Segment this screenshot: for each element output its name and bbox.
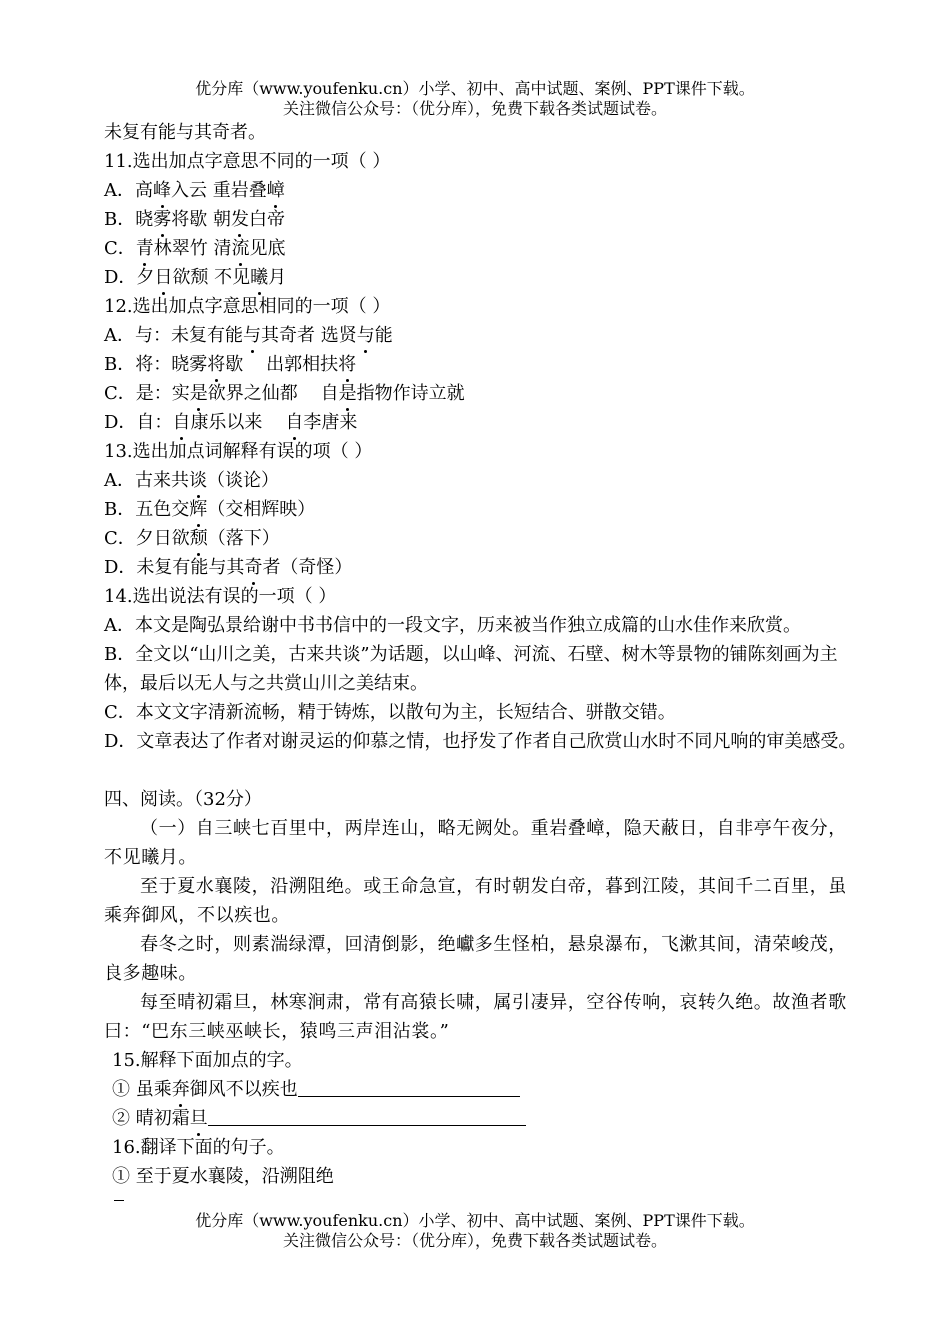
q11-option-d: D．夕日欲颓 不见曦月 [104, 263, 864, 292]
passage-paragraph-2: 至于夏水襄陵，沿溯阻绝。或王命急宣，有时朝发白帝，暮到江陵，其间千二百里，虽乘奔御风，不以疾也。 [104, 876, 847, 926]
q13-option-a: A．古来共谈（谈论） [104, 466, 864, 495]
q13-option-d: D．未复有能与其奇者（奇怪） [104, 553, 864, 582]
document-body [104, 118, 864, 1191]
q12-option-a: A．与：未复有能与其奇者 选贤与能 [104, 321, 864, 350]
q15-stem: 15.解释下面加点的字。 [112, 1050, 303, 1071]
q14-option-b: B．全文以“山川之美，古来共谈”为话题，以山峰、河流、石壁、树木等景物的铺陈刻画为主体，最后以无人与之共赏山川之美结束。 [104, 644, 838, 694]
q11-option-a: A．高峰入云 重岩叠嶂 [104, 176, 864, 205]
passage-paragraph-3: 春冬之时，则素湍绿潭，回清倒影，绝巘多生怪柏，悬泉瀑布，飞漱其间，清荣峻茂，良多趣味。 [104, 934, 847, 984]
q12-option-c: C．是：实是欲界之仙都 自是指物作诗立就 [104, 379, 864, 408]
footer-line-2: 关注微信公众号：（优分库），免费下载各类试题试卷。 [282, 1231, 667, 1250]
answer-blank-16-1[interactable] [114, 1200, 124, 1201]
section-4-heading: 四、阅读。（32分） [104, 789, 262, 810]
q11-stem: 11.选出加点字意思不同的一项（ ） [104, 151, 391, 172]
q15-item-2: ② 晴初霜旦 [104, 1104, 864, 1133]
passage-paragraph-4: 每至晴初霜旦，林寒涧肃，常有高猿长啸，属引凄异，空谷传响，哀转久绝。故渔者歌曰：“巴东三峡巫峡长，猿鸣三声泪沾裳。” [104, 992, 847, 1042]
answer-blank-15-2[interactable] [208, 1107, 526, 1126]
q12-option-d: D．自：自康乐以来 自李唐来 [104, 408, 864, 437]
header-line-1: 优分库（www.youfenku.cn）小学、初中、高中试题、案例、PPT课件下载。 [195, 79, 755, 98]
q13-option-b: B．五色交辉（交相辉映） [104, 495, 864, 524]
q13-stem: 13.选出加点词解释有误的项（ ） [104, 441, 373, 462]
header-line-2: 关注微信公众号：（优分库），免费下载各类试题试卷。 [282, 99, 667, 118]
q16-stem: 16.翻译下面的句子。 [112, 1137, 285, 1158]
answer-blank-15-1[interactable] [298, 1078, 520, 1097]
footer-line-1: 优分库（www.youfenku.cn）小学、初中、高中试题、案例、PPT课件下载。 [195, 1211, 755, 1230]
q14-option-d: D．文章表达了作者对谢灵运的仰慕之情，也抒发了作者自己欣赏山水时不同凡响的审美感受。 [104, 731, 857, 752]
q11-option-b: B．晓雾将歇 朝发白帝 [104, 205, 864, 234]
q11-option-c: C．青林翠竹 清流见底 [104, 234, 864, 263]
q12-stem: 12.选出加点字意思相同的一项（ ） [104, 296, 391, 317]
q12-option-b: B．将：晓雾将歇 出郭相扶将 [104, 350, 864, 379]
q14-option-a: A．本文是陶弘景给谢中书书信中的一段文字，历来被当作独立成篇的山水佳作来欣赏。 [104, 615, 801, 636]
carry-over-line: 未复有能与其奇者。 [104, 122, 266, 143]
q13-option-c: C．夕日欲颓（落下） [104, 524, 864, 553]
passage-paragraph-1: （一）自三峡七百里中，两岸连山，略无阙处。重岩叠嶂，隐天蔽日，自非亭午夜分，不见曦月。 [104, 818, 847, 868]
q16-item-1: ① 至于夏水襄陵，沿溯阻绝 [112, 1166, 334, 1187]
q14-option-c: C．本文文字清新流畅，精于铸炼，以散句为主，长短结合、骈散交错。 [104, 702, 676, 723]
q14-stem: 14.选出说法有误的一项（ ） [104, 586, 337, 607]
q15-item-1: ① 虽乘奔御风不以疾也 [104, 1075, 864, 1104]
